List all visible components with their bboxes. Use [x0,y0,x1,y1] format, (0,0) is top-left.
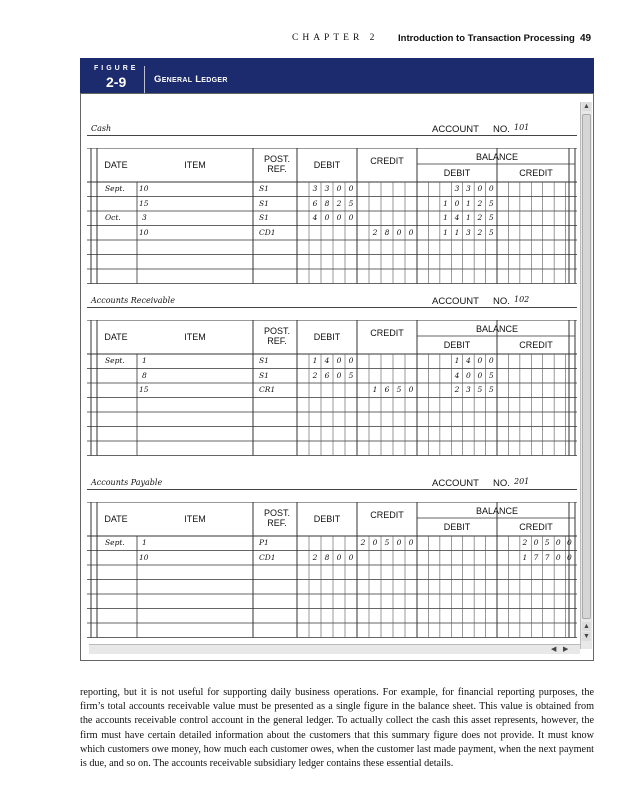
row-month: Sept. [105,538,125,547]
ledger-form [87,296,577,466]
header-balance-debit: DEBIT [443,522,471,532]
header-item: ITEM [184,514,206,524]
debit-digit: 0 [336,356,342,365]
credit-digit: 5 [384,538,390,547]
balance-debit-digit: 2 [454,385,460,394]
account-number-label: NO. [493,478,510,489]
balance-debit-digit: 2 [477,198,483,208]
account-label: ACCOUNT [432,296,479,307]
debit-digit: 4 [324,356,330,365]
header-balance-credit: CREDIT [519,168,553,178]
balance-debit-digit: 0 [477,184,483,193]
credit-digit: 8 [384,227,390,237]
header-balance-credit: CREDIT [519,522,553,532]
header-credit: CREDIT [370,510,404,520]
balance-debit-digit: 5 [488,370,494,380]
balance-debit-digit: 5 [488,213,494,222]
header-balance: BALANCE [475,152,519,162]
ledger-window [80,93,594,661]
row-day: 1 [142,356,147,365]
header-date: DATE [104,332,128,342]
debit-digit: 0 [348,213,354,222]
balance-credit-digit: 2 [522,538,528,547]
row-month: Sept. [105,184,125,193]
debit-digit: 0 [336,552,342,562]
debit-digit: 5 [348,198,354,208]
ledger-grid [87,320,577,460]
balance-credit-digit: 1 [522,552,528,562]
header-post-ref: POST. REF. [263,508,290,528]
balance-debit-digit: 1 [454,356,460,365]
figure-title: General Ledger [154,74,228,85]
header-debit: DEBIT [313,514,341,524]
balance-credit-digit: 0 [555,552,561,562]
row-post-ref: S1 [259,213,269,222]
balance-debit-digit: 1 [466,198,471,208]
account-number: 201 [514,477,530,486]
debit-digit: 0 [348,356,354,365]
credit-digit: 0 [396,227,402,237]
balance-debit-digit: 4 [466,356,471,365]
ledger-form [87,478,577,648]
ledger-grid [87,148,577,288]
balance-debit-digit: 2 [477,213,483,222]
running-head [0,33,600,47]
account-label: ACCOUNT [432,478,479,489]
balance-debit-digit: 4 [454,213,460,222]
header-item: ITEM [184,160,206,170]
header-balance: BALANCE [475,324,519,334]
scroll-down-icon[interactable]: ▼ [583,633,590,640]
row-post-ref: P1 [259,538,269,547]
account-name: Accounts Payable [91,478,163,487]
debit-digit: 0 [336,213,342,222]
ledger-form [87,124,577,294]
balance-debit-digit: 5 [488,385,494,394]
balance-debit-digit: 3 [466,385,471,394]
debit-digit: 6 [312,198,318,208]
credit-digit: 0 [372,538,378,547]
account-number-label: NO. [493,296,510,307]
header-date: DATE [104,160,128,170]
balance-debit-digit: 2 [477,227,483,237]
debit-digit: 2 [312,370,318,380]
row-post-ref: S1 [259,370,269,380]
ledger-grid [87,502,577,642]
balance-debit-digit: 1 [466,213,471,222]
account-name: Accounts Receivable [91,296,175,305]
balance-debit-digit: 0 [454,198,460,208]
balance-debit-digit: 1 [454,227,460,237]
chapter-title: Introduction to Transaction Processing [398,33,575,44]
scroll-thumb[interactable] [582,114,591,619]
scroll-right-icon[interactable]: ▶ [563,646,569,653]
row-day: 10 [139,227,149,237]
credit-digit: 0 [396,538,402,547]
balance-credit-digit: 0 [567,552,572,562]
row-day: 1 [142,538,147,547]
debit-digit: 8 [324,198,330,208]
header-balance-credit: CREDIT [519,340,553,350]
vertical-scrollbar[interactable] [580,102,592,649]
balance-debit-digit: 0 [466,370,471,380]
debit-digit: 0 [336,184,342,193]
account-underline [87,489,577,490]
row-day: 10 [139,184,149,193]
balance-debit-digit: 3 [466,227,471,237]
row-day: 3 [142,213,147,222]
header-debit: DEBIT [313,332,341,342]
balance-credit-digit: 0 [567,538,572,547]
account-number: 101 [514,123,530,132]
account-label: ACCOUNT [432,124,479,135]
row-post-ref: CD1 [259,552,276,562]
debit-digit: 1 [312,356,318,365]
header-post-ref: POST. REF. [263,154,290,174]
row-post-ref: S1 [259,184,269,193]
credit-digit: 2 [372,227,378,237]
balance-credit-digit: 0 [555,538,561,547]
chapter-label: CHAPTER 2 [292,33,379,43]
header-item: ITEM [184,332,206,342]
row-month: Sept. [105,356,125,365]
header-date: DATE [104,514,128,524]
balance-debit-digit: 4 [454,370,460,380]
credit-digit: 0 [408,385,414,394]
figure-label: FIGURE [94,65,139,72]
debit-digit: 3 [324,184,330,193]
balance-debit-digit: 0 [488,184,494,193]
debit-digit: 3 [312,184,318,193]
figure-divider [144,66,145,93]
scroll-left-icon[interactable]: ◀ [551,646,557,653]
balance-debit-digit: 0 [488,356,494,365]
balance-debit-digit: 1 [443,213,448,222]
debit-digit: 5 [348,370,354,380]
row-post-ref: S1 [259,356,269,365]
balance-debit-digit: 3 [466,184,471,193]
account-name: Cash [91,124,112,133]
row-post-ref: S1 [259,198,269,208]
credit-digit: 2 [360,538,366,547]
debit-digit: 2 [312,552,318,562]
credit-digit: 6 [384,385,390,394]
scroll-up-icon[interactable]: ▲ [583,623,590,630]
header-credit: CREDIT [370,328,404,338]
balance-credit-digit: 5 [544,538,550,547]
header-balance-debit: DEBIT [443,168,471,178]
debit-digit: 4 [312,213,318,222]
row-day: 15 [139,385,149,394]
balance-debit-digit: 0 [477,370,483,380]
balance-credit-digit: 7 [544,552,550,562]
debit-digit: 2 [336,198,342,208]
row-post-ref: CR1 [259,385,276,394]
account-underline [87,135,577,136]
debit-digit: 0 [348,552,354,562]
body-paragraph: reporting, but it is not useful for supporting daily business operations. For example, for financial reporting purposes, the firm’s total accounts receivable value must be presented as a single figure in the balance sheet. This value is obtained from the accounts receivable control account in the general ledger. To actually collect the cash this asset represents, however, the firm must have certain detailed information about the customers that this summary figure does not provide. It must know which customers owe money, how much each customer owes, when the customer last made payment, when the next payment is due, and so on. The accounts receivable subsidiary ledger contains these essential details. [80,687,594,770]
credit-digit: 0 [408,538,414,547]
credit-digit: 1 [372,385,378,394]
debit-digit: 0 [336,370,342,380]
figure-caption-bar [80,58,594,93]
row-day: 15 [139,198,149,208]
debit-digit: 8 [324,552,330,562]
header-balance-debit: DEBIT [443,340,471,350]
credit-digit: 0 [408,227,414,237]
debit-digit: 0 [348,184,354,193]
balance-debit-digit: 3 [454,184,460,193]
row-day: 8 [142,370,147,380]
balance-debit-digit: 5 [488,227,494,237]
balance-debit-digit: 1 [443,227,448,237]
header-post-ref: POST. REF. [263,326,290,346]
row-month: Oct. [105,213,121,222]
header-balance: BALANCE [475,506,519,516]
scroll-up-icon[interactable]: ▲ [583,103,590,110]
balance-debit-digit: 5 [488,198,494,208]
row-post-ref: CD1 [259,227,276,237]
account-number-label: NO. [493,124,510,135]
balance-credit-digit: 7 [533,552,539,562]
header-debit: DEBIT [313,160,341,170]
debit-digit: 6 [324,370,330,380]
debit-digit: 0 [324,213,330,222]
credit-digit: 5 [396,385,402,394]
balance-debit-digit: 5 [477,385,483,394]
account-underline [87,307,577,308]
row-day: 10 [139,552,149,562]
account-number: 102 [514,295,530,304]
balance-credit-digit: 0 [533,538,539,547]
balance-debit-digit: 1 [443,198,448,208]
page-number: 49 [580,33,592,44]
balance-debit-digit: 0 [477,356,483,365]
header-credit: CREDIT [370,156,404,166]
figure-number: 2-9 [106,74,127,90]
